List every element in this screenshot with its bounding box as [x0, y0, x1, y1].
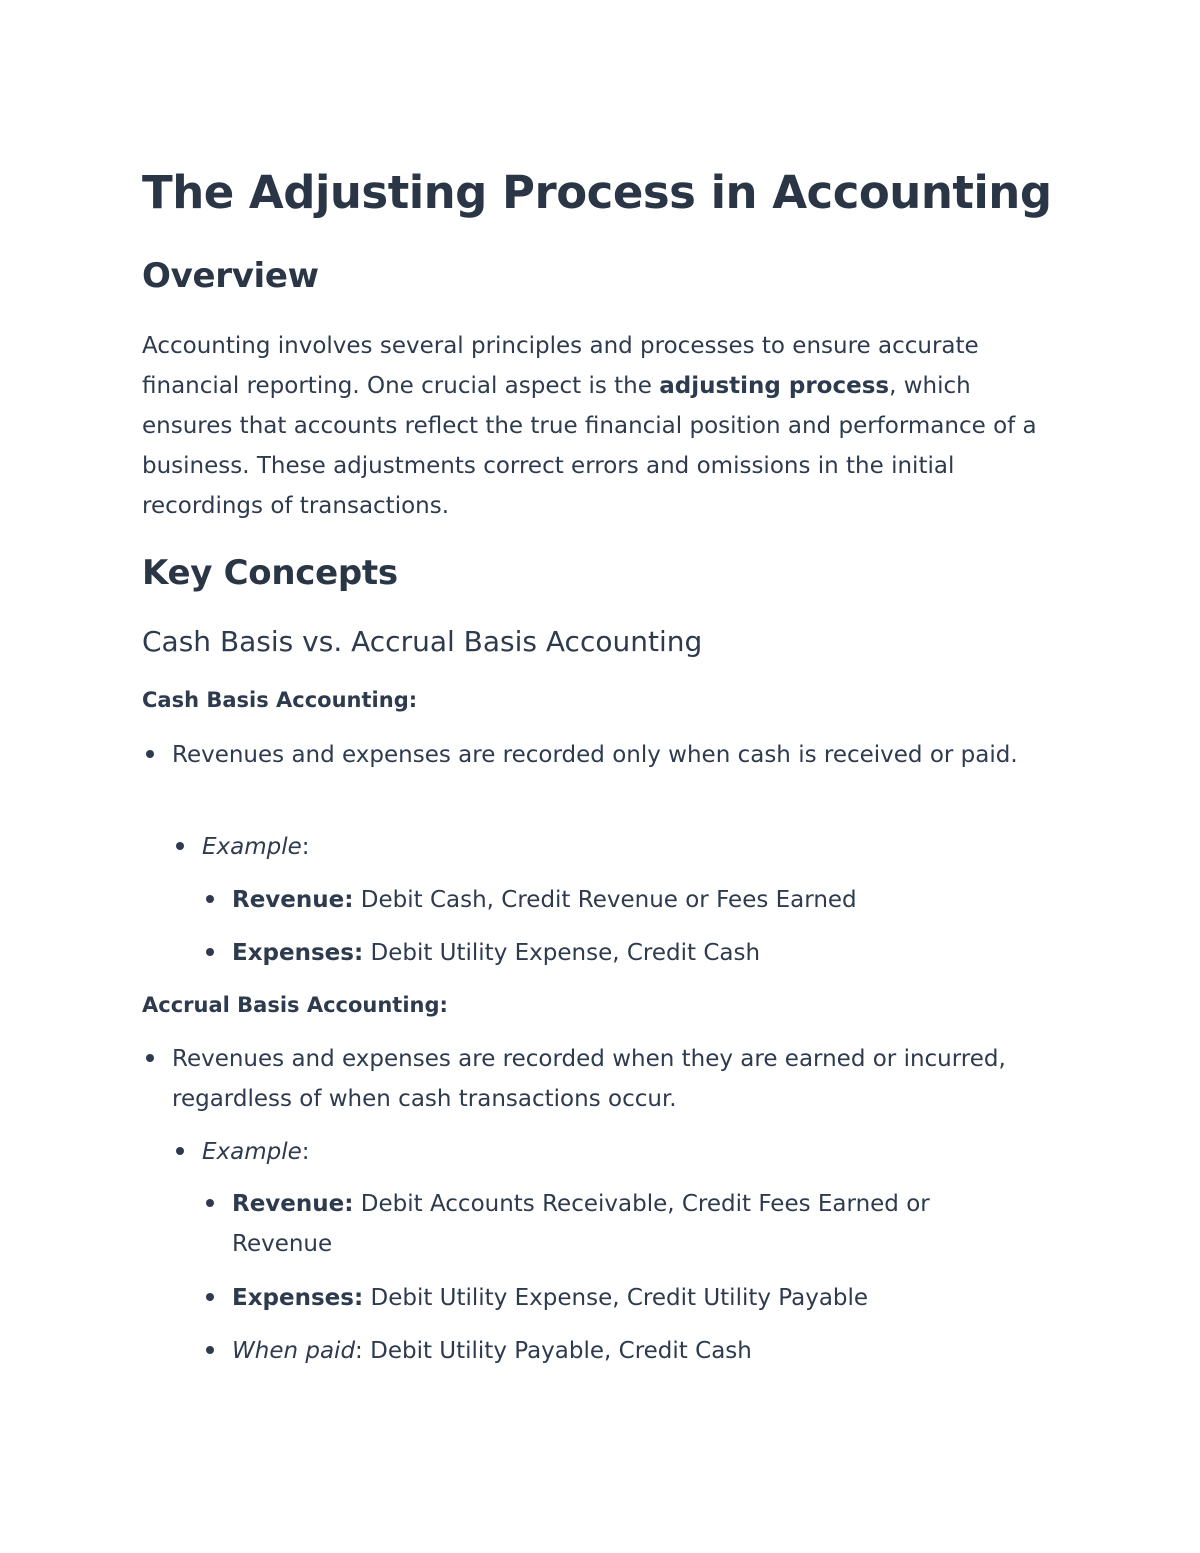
bullet-icon: [206, 895, 214, 903]
accrual-revenue-text: Debit Accounts Receivable, Credit Fees Earned or Revenue: [232, 1191, 930, 1257]
list-item: [232, 1278, 992, 1318]
cash-basis-label: Cash Basis Accounting:: [142, 688, 418, 712]
cash-revenue-text: Debit Cash, Credit Revenue or Fees Earned: [353, 887, 857, 913]
accrual-example-label: Example: [202, 1139, 302, 1165]
accrual-when-paid-text: : Debit Utility Payable, Credit Cash: [355, 1338, 752, 1364]
accrual-basis-description: Revenues and expenses are recorded when they are earned or incurred, regardless of when cash transactions occur.: [172, 1046, 1006, 1112]
accrual-expenses-text: Debit Utility Expense, Credit Utility Payable: [363, 1285, 869, 1311]
bullet-icon: [206, 1346, 214, 1354]
list-item: [202, 1132, 1052, 1172]
bullet-icon: [206, 1199, 214, 1207]
cash-basis-description: Revenues and expenses are recorded only when cash is received or paid.: [172, 742, 1018, 768]
bullet-icon: [206, 948, 214, 956]
list-item: [202, 827, 1052, 867]
overview-text-before: Accounting involves several principles and processes to ensure accurate financial reporting. One crucial aspect is the: [142, 333, 979, 399]
accrual-expenses-label: Expenses:: [232, 1285, 364, 1311]
key-concepts-heading: Key Concepts: [142, 553, 398, 593]
accrual-revenue-label: Revenue:: [232, 1191, 354, 1217]
list-item: [172, 735, 1052, 775]
accrual-basis-label: Accrual Basis Accounting:: [142, 993, 448, 1017]
bullet-icon: [146, 1054, 154, 1062]
bullet-icon: [176, 842, 184, 850]
list-item: [232, 880, 992, 920]
bullet-icon: [176, 1147, 184, 1155]
accrual-example-colon: :: [301, 1139, 310, 1165]
cash-vs-accrual-subheading: Cash Basis vs. Accrual Basis Accounting: [142, 625, 703, 658]
cash-example-label: Example: [202, 834, 302, 860]
overview-text-bold: adjusting process: [659, 373, 890, 399]
bullet-icon: [146, 750, 154, 758]
bullet-icon: [206, 1293, 214, 1301]
list-item: [232, 1184, 992, 1264]
overview-paragraph: [142, 326, 1067, 526]
overview-text-after: , which ensures that accounts reflect the true financial position and performance of a business. These adjustments correct errors and omissions in the initial recordings of transactions.: [142, 373, 1037, 519]
cash-expenses-text: Debit Utility Expense, Credit Cash: [363, 940, 761, 966]
cash-revenue-label: Revenue:: [232, 887, 354, 913]
list-item: [172, 1039, 1052, 1119]
page-title: The Adjusting Process in Accounting: [142, 166, 1052, 219]
overview-heading: Overview: [142, 256, 319, 296]
list-item: [232, 1331, 992, 1371]
list-item: [232, 933, 992, 973]
cash-example-colon: :: [301, 834, 310, 860]
cash-expenses-label: Expenses:: [232, 940, 364, 966]
accrual-when-paid-label: When paid: [232, 1338, 356, 1364]
